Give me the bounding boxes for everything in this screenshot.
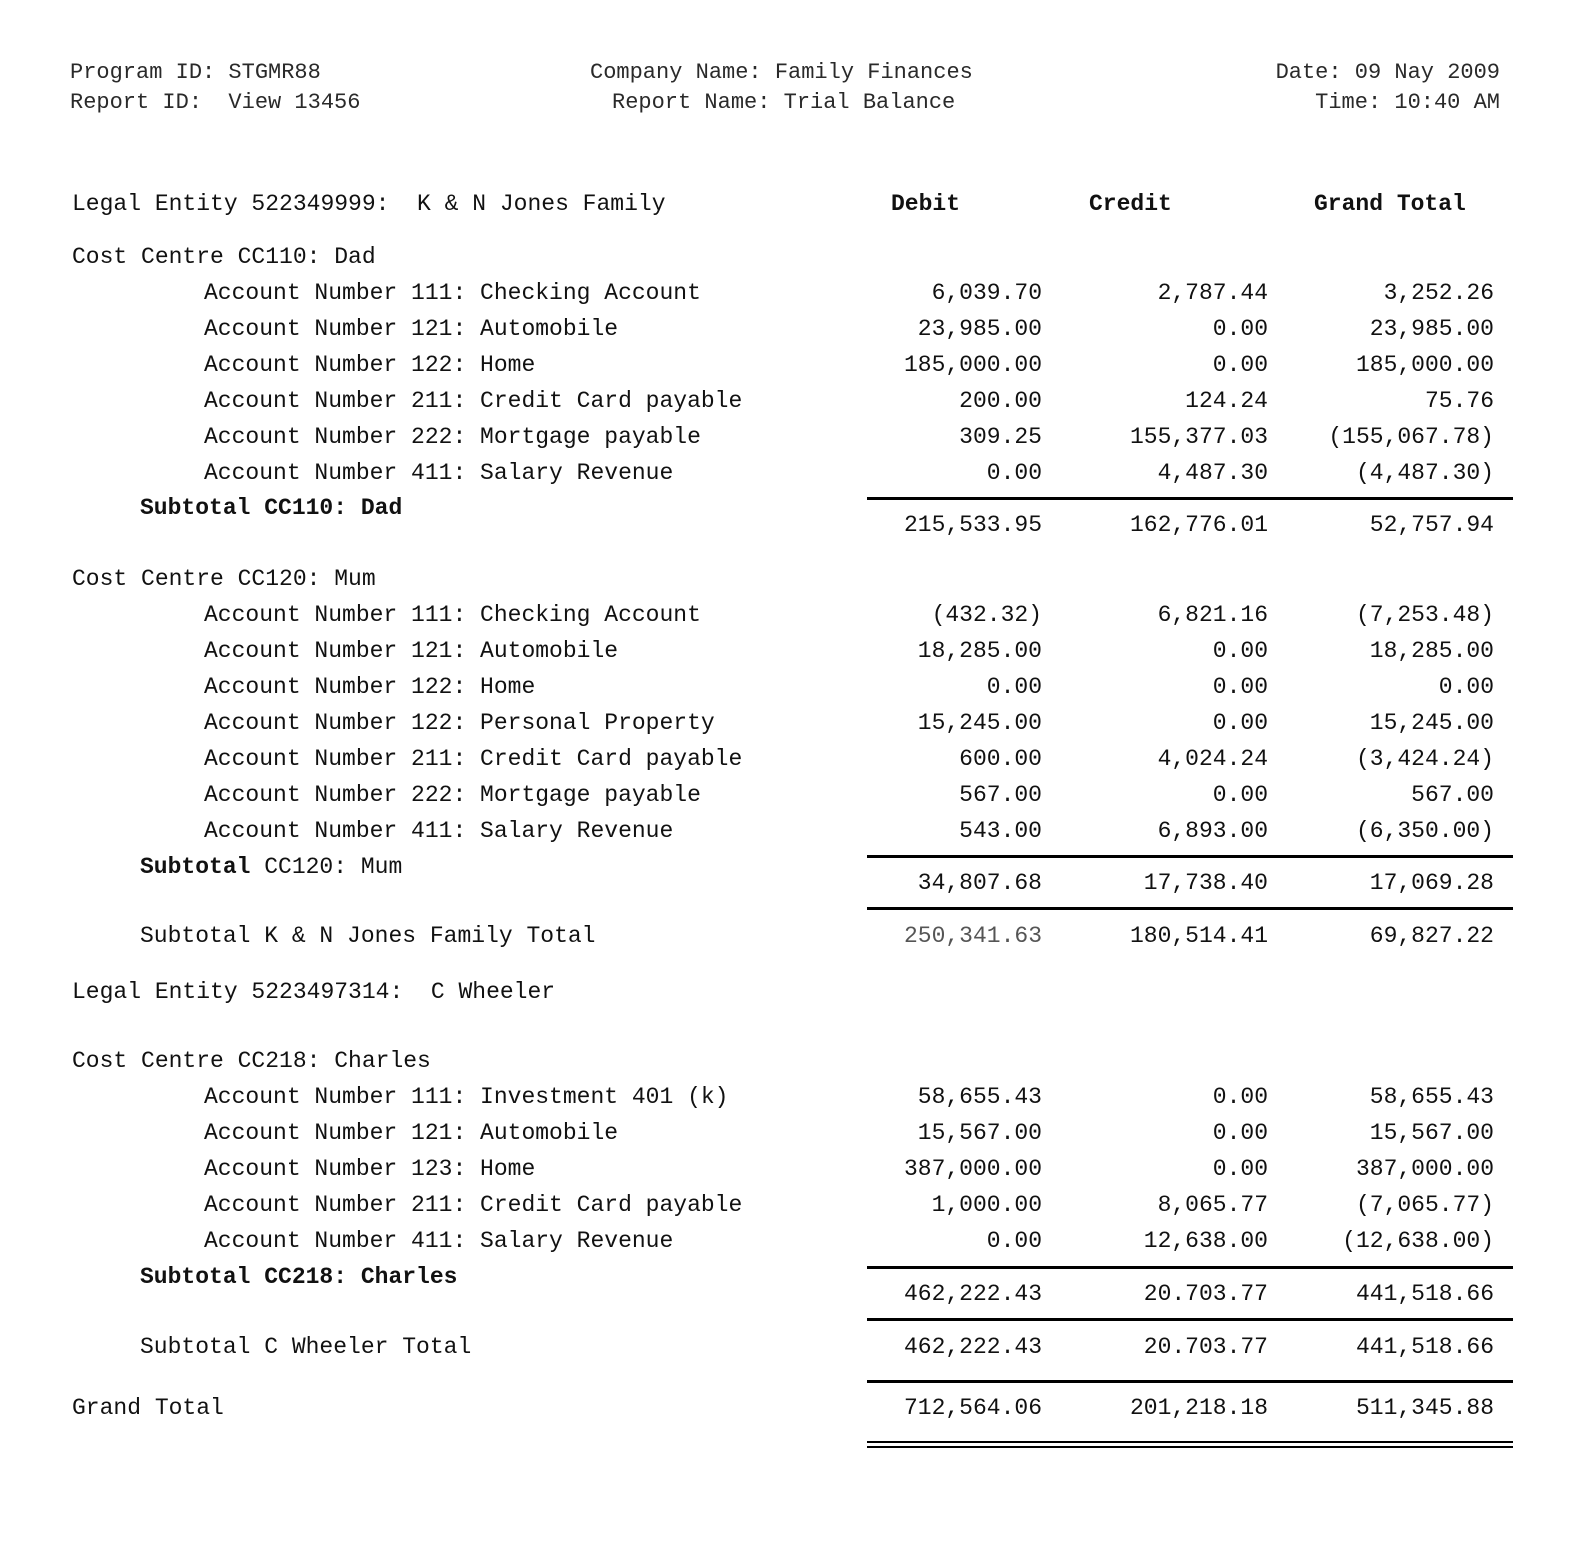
debit-value: 6,039.70 [931, 280, 1042, 306]
report-id: Report ID: View 13456 [70, 90, 361, 115]
debit-value: 200.00 [959, 388, 1042, 414]
credit-value: 4,024.24 [1157, 746, 1268, 772]
company-name: Company Name: Family Finances [590, 60, 973, 85]
subtotal-label-bold: Subtotal CC218: Charles [140, 1264, 458, 1290]
subtotal-rule [867, 497, 1513, 500]
debit-value: 462,222.43 [903, 1281, 1042, 1307]
legal-entity-label: Legal Entity 5223497314: C Wheeler [72, 979, 556, 1005]
double-rule-bottom [867, 1446, 1513, 1448]
credit-value: 4,487.30 [1157, 460, 1268, 486]
total-value: 441,518.66 [1355, 1334, 1494, 1360]
cost-centre-label: Cost Centre CC110: Dad [72, 244, 376, 270]
account-label: Account Number 211: Credit Card payable [204, 1192, 743, 1218]
total-value: (12,638.00) [1342, 1228, 1494, 1254]
debit-value: 309.25 [959, 424, 1042, 450]
total-value: (3,424.24) [1355, 746, 1494, 772]
debit-value: 462,222.43 [903, 1334, 1042, 1360]
credit-value: 8,065.77 [1157, 1192, 1268, 1218]
total-value: 567.00 [1411, 782, 1494, 808]
entity-total-label: Subtotal K & N Jones Family Total [140, 923, 596, 949]
total-value: 3,252.26 [1383, 280, 1494, 306]
total-value: 17,069.28 [1369, 870, 1494, 896]
credit-value: 0.00 [1212, 638, 1268, 664]
report-time: Time: 10:40 AM [1315, 90, 1500, 115]
total-value: 185,000.00 [1355, 352, 1494, 378]
grand-total-label: Grand Total [72, 1395, 224, 1421]
subtotal-label-bold: Subtotal CC110: Dad [140, 495, 403, 521]
credit-value: 0.00 [1212, 674, 1268, 700]
total-value: 387,000.00 [1355, 1156, 1494, 1182]
debit-value: 185,000.00 [903, 352, 1042, 378]
total-value: 69,827.22 [1369, 923, 1494, 949]
subtotal-label-rest: CC120: Mum [250, 854, 403, 880]
subtotal-label [140, 497, 402, 520]
credit-value: 0.00 [1212, 352, 1268, 378]
account-label: Account Number 111: Checking Account [204, 280, 701, 306]
account-label: Account Number 222: Mortgage payable [204, 782, 701, 808]
account-label: Account Number 122: Home [204, 674, 536, 700]
debit-value: 18,285.00 [917, 638, 1042, 664]
account-label: Account Number 111: Checking Account [204, 602, 701, 628]
total-value: 23,985.00 [1369, 316, 1494, 342]
legal-entity-label: Legal Entity 522349999: K & N Jones Family [72, 191, 666, 217]
account-label: Account Number 211: Credit Card payable [204, 388, 743, 414]
account-label: Account Number 411: Salary Revenue [204, 460, 674, 486]
debit-value: 543.00 [959, 818, 1042, 844]
account-label: Account Number 122: Home [204, 352, 536, 378]
account-label: Account Number 123: Home [204, 1156, 536, 1182]
debit-value: 34,807.68 [917, 870, 1042, 896]
credit-value: 0.00 [1212, 1156, 1268, 1182]
credit-value: 20.703.77 [1143, 1334, 1268, 1360]
total-value: (4,487.30) [1355, 460, 1494, 486]
account-label: Account Number 411: Salary Revenue [204, 818, 674, 844]
subtotal-label [140, 1266, 457, 1289]
column-header-debit: Debit [891, 191, 961, 217]
total-value: 15,245.00 [1369, 710, 1494, 736]
account-label: Account Number 121: Automobile [204, 1120, 619, 1146]
entity-total-rule [867, 907, 1513, 910]
total-value: 52,757.94 [1369, 512, 1494, 538]
total-value: (155,067.78) [1328, 424, 1494, 450]
total-value: 18,285.00 [1369, 638, 1494, 664]
total-value: 58,655.43 [1369, 1084, 1494, 1110]
credit-value: 180,514.41 [1129, 923, 1268, 949]
credit-value: 201,218.18 [1129, 1395, 1268, 1421]
debit-value: 0.00 [986, 460, 1042, 486]
cost-centre-label: Cost Centre CC218: Charles [72, 1048, 431, 1074]
debit-value: 250,341.63 [903, 923, 1042, 949]
total-value: 511,345.88 [1355, 1395, 1494, 1421]
subtotal-label-bold: Subtotal [140, 854, 251, 880]
credit-value: 124.24 [1185, 388, 1268, 414]
subtotal-rule [867, 855, 1513, 858]
account-label: Account Number 411: Salary Revenue [204, 1228, 674, 1254]
account-label: Account Number 122: Personal Property [204, 710, 715, 736]
program-id: Program ID: STGMR88 [70, 60, 321, 85]
credit-value: 155,377.03 [1129, 424, 1268, 450]
debit-value: 23,985.00 [917, 316, 1042, 342]
debit-value: 600.00 [959, 746, 1042, 772]
report-name: Report Name: Trial Balance [612, 90, 956, 115]
total-value: 0.00 [1438, 674, 1494, 700]
debit-value: 58,655.43 [917, 1084, 1042, 1110]
grand-total-rule [867, 1380, 1513, 1383]
debit-value: 712,564.06 [903, 1395, 1042, 1421]
cost-centre-label: Cost Centre CC120: Mum [72, 566, 376, 592]
credit-value: 0.00 [1212, 316, 1268, 342]
debit-value: 567.00 [959, 782, 1042, 808]
debit-value: 215,533.95 [903, 512, 1042, 538]
credit-value: 0.00 [1212, 782, 1268, 808]
credit-value: 17,738.40 [1143, 870, 1268, 896]
credit-value: 6,893.00 [1157, 818, 1268, 844]
credit-value: 6,821.16 [1157, 602, 1268, 628]
credit-value: 2,787.44 [1157, 280, 1268, 306]
account-label: Account Number 211: Credit Card payable [204, 746, 743, 772]
column-header-credit: Credit [1089, 191, 1172, 217]
column-header-grand-total: Grand Total [1314, 191, 1466, 217]
credit-value: 0.00 [1212, 1084, 1268, 1110]
debit-value: 1,000.00 [931, 1192, 1042, 1218]
debit-value: 15,567.00 [917, 1120, 1042, 1146]
credit-value: 0.00 [1212, 710, 1268, 736]
account-label: Account Number 222: Mortgage payable [204, 424, 701, 450]
subtotal-rule [867, 1266, 1513, 1269]
credit-value: 0.00 [1212, 1120, 1268, 1146]
total-value: 75.76 [1424, 388, 1494, 414]
debit-value: (432.32) [931, 602, 1042, 628]
account-label: Account Number 121: Automobile [204, 638, 619, 664]
credit-value: 20.703.77 [1143, 1281, 1268, 1307]
debit-value: 0.00 [986, 674, 1042, 700]
credit-value: 12,638.00 [1143, 1228, 1268, 1254]
account-label: Account Number 111: Investment 401 (k) [204, 1084, 729, 1110]
credit-value: 162,776.01 [1129, 512, 1268, 538]
debit-value: 15,245.00 [917, 710, 1042, 736]
account-label: Account Number 121: Automobile [204, 316, 619, 342]
total-value: (7,253.48) [1355, 602, 1494, 628]
total-value: 441,518.66 [1355, 1281, 1494, 1307]
debit-value: 0.00 [986, 1228, 1042, 1254]
subtotal-label [140, 856, 402, 879]
total-value: (6,350.00) [1355, 818, 1494, 844]
entity-total-label: Subtotal C Wheeler Total [140, 1334, 472, 1360]
total-value: (7,065.77) [1355, 1192, 1494, 1218]
total-value: 15,567.00 [1369, 1120, 1494, 1146]
double-rule-top [867, 1441, 1513, 1443]
report-date: Date: 09 Nay 2009 [1275, 60, 1500, 85]
debit-value: 387,000.00 [903, 1156, 1042, 1182]
entity-total-rule [867, 1318, 1513, 1321]
